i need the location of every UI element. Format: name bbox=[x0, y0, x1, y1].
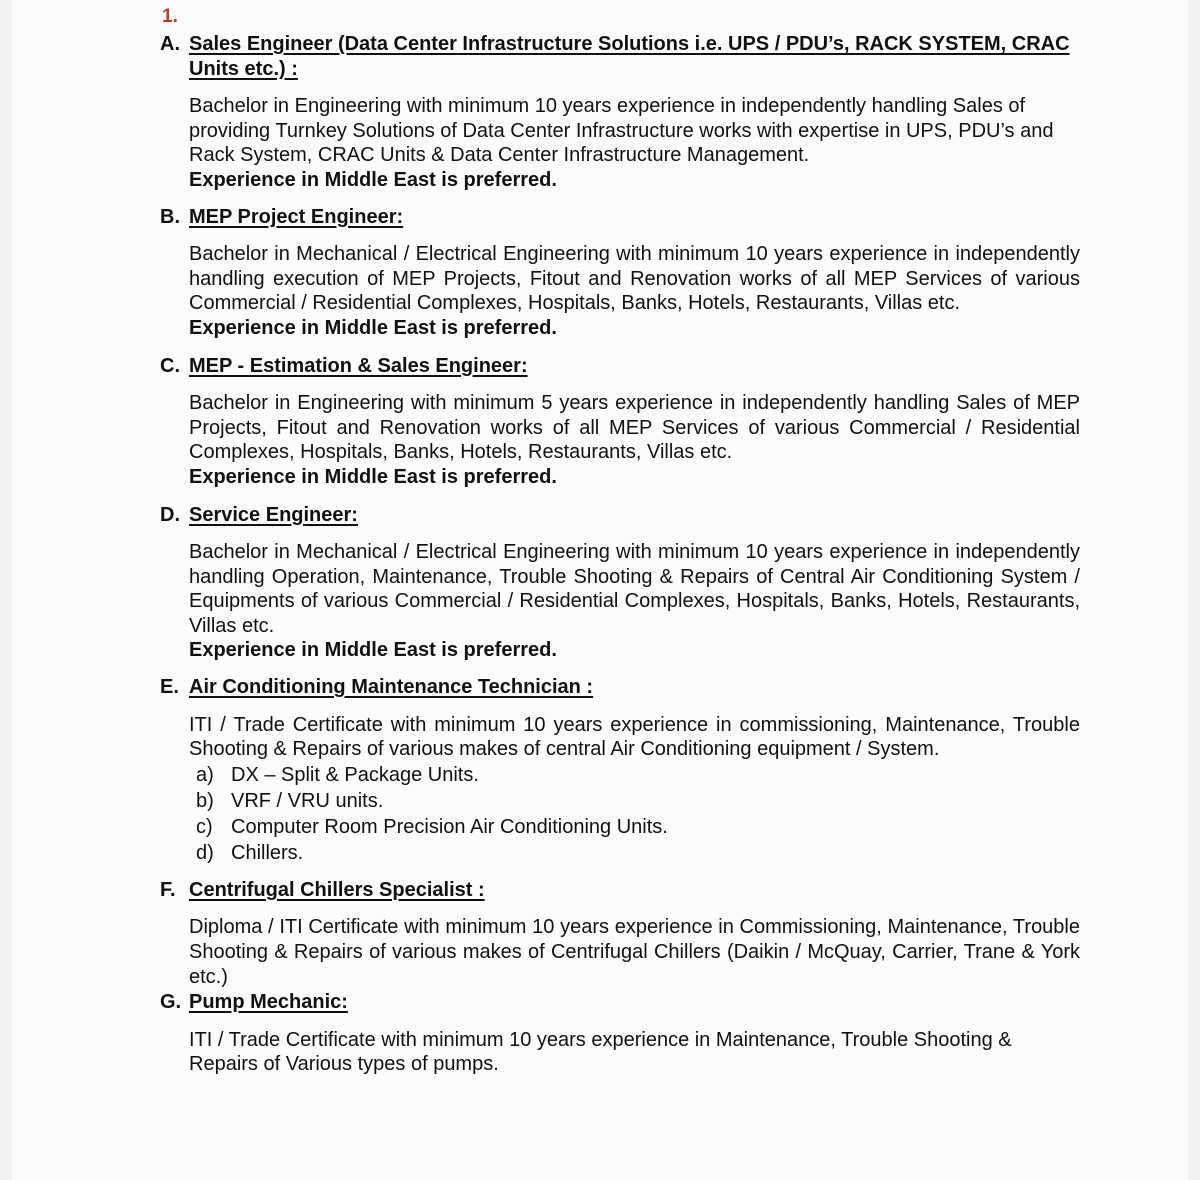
section-letter: B. bbox=[160, 205, 180, 228]
section-title: MEP - Estimation & Sales Engineer: bbox=[189, 354, 528, 377]
section-title: Centrifugal Chillers Specialist : bbox=[189, 878, 485, 901]
section-title: Service Engineer: bbox=[189, 503, 358, 526]
section-body bbox=[160, 915, 1080, 989]
section-heading bbox=[160, 990, 1080, 1015]
list-item bbox=[196, 840, 1080, 866]
section-letter: D. bbox=[160, 503, 180, 526]
section-description: ITI / Trade Certificate with minimum 10 years experience in commissioning, Maintenance, Trouble Shooting & Repairs of various makes of central Air Conditioning equipment / System. bbox=[189, 713, 1080, 761]
section-description: Bachelor in Mechanical / Electrical Engineering with minimum 10 years experience in independently handling execution of MEP Projects, Fitout and Renovation works of all MEP Services of various Commercial / Residential Complexes, Hospitals, Banks, Hotels, Restaurants, Villas etc. bbox=[189, 243, 1080, 315]
section-mep-project-engineer bbox=[160, 205, 1080, 341]
section-preferred-note: Experience in Middle East is preferred. bbox=[189, 316, 557, 339]
section-title: MEP Project Engineer: bbox=[189, 205, 404, 228]
section-body bbox=[160, 1028, 1080, 1077]
list-item-text: Computer Room Precision Air Conditioning Units. bbox=[231, 815, 668, 838]
section-letter: A. bbox=[160, 33, 180, 55]
list-number: 1. bbox=[162, 6, 178, 27]
section-letter: E. bbox=[160, 676, 179, 699]
list-item bbox=[196, 788, 1080, 814]
section-sales-engineer bbox=[160, 32, 1080, 193]
section-body bbox=[160, 94, 1080, 192]
document-page bbox=[12, 0, 1188, 1180]
job-listing bbox=[160, 32, 1080, 1077]
section-body bbox=[160, 540, 1080, 663]
section-letter: G. bbox=[160, 991, 182, 1014]
list-item-marker: d) bbox=[196, 841, 214, 864]
section-heading bbox=[160, 32, 1080, 81]
list-item-text: Chillers. bbox=[231, 841, 304, 864]
section-body bbox=[160, 242, 1080, 340]
section-preferred-note: Experience in Middle East is preferred. bbox=[189, 639, 557, 662]
section-preferred-note: Experience in Middle East is preferred. bbox=[189, 465, 557, 488]
section-heading bbox=[160, 675, 1080, 700]
section-description: Diploma / ITI Certificate with minimum 10 years experience in Commissioning, Maintenance, Trouble Shooting & Repairs of various makes of Centrifugal Chillers (Daikin / McQuay, Carrier, Trane & York etc.) bbox=[189, 916, 1080, 988]
section-heading bbox=[160, 354, 1080, 379]
section-centrifugal-chillers-specialist bbox=[160, 878, 1080, 989]
list-item-marker: b) bbox=[196, 789, 214, 812]
section-heading bbox=[160, 205, 1080, 230]
section-heading bbox=[160, 503, 1080, 528]
section-description: Bachelor in Engineering with minimum 5 years experience in independently handling Sales of MEP Projects, Fitout and Renovation works of all MEP Services of various Commercial / Residential Complexes, Hospitals, Banks, Hotels, Restaurants, Villas etc. bbox=[189, 392, 1080, 464]
section-title: Air Conditioning Maintenance Technician : bbox=[189, 676, 594, 699]
list-item bbox=[196, 814, 1080, 840]
section-service-engineer bbox=[160, 503, 1080, 664]
section-pump-mechanic bbox=[160, 990, 1080, 1077]
section-title: Sales Engineer (Data Center Infrastructure Solutions i.e. UPS / PDU’s, RACK SYSTEM, CRAC Units etc.) : bbox=[189, 33, 1070, 80]
section-description: Bachelor in Mechanical / Electrical Engineering with minimum 10 years experience in independently handling Operation, Maintenance, Trouble Shooting & Repairs of Central Air Conditioning System / Equipments of various Commercial / Residential Complexes, Hospitals, Banks, Hotels, Restaurants, Villas etc. bbox=[189, 541, 1080, 637]
section-body bbox=[160, 391, 1080, 489]
list-item-marker: c) bbox=[196, 815, 213, 838]
section-heading bbox=[160, 878, 1080, 903]
section-mep-estimation-sales-engineer bbox=[160, 354, 1080, 490]
section-letter: F. bbox=[160, 878, 176, 901]
section-description: ITI / Trade Certificate with minimum 10 years experience in Maintenance, Trouble Shooting & Repairs of Various types of pumps. bbox=[189, 1028, 1012, 1076]
list-item bbox=[196, 762, 1080, 788]
section-preferred-note: Experience in Middle East is preferred. bbox=[189, 168, 557, 191]
section-ac-maintenance-technician bbox=[160, 675, 1080, 866]
section-body bbox=[160, 713, 1080, 866]
equipment-list bbox=[189, 762, 1080, 866]
list-item-text: VRF / VRU units. bbox=[231, 789, 384, 812]
section-description: Bachelor in Engineering with minimum 10 years experience in independently handling Sales of providing Turnkey Solutions of Data Center Infrastructure works with expertise in UPS, PDU’s and Rack System, CRAC Units & Data Center Infrastructure Management. bbox=[189, 95, 1054, 167]
section-letter: C. bbox=[160, 354, 180, 377]
section-title: Pump Mechanic: bbox=[189, 991, 348, 1014]
list-item-text: DX – Split & Package Units. bbox=[231, 763, 479, 786]
list-item-marker: a) bbox=[196, 763, 214, 786]
